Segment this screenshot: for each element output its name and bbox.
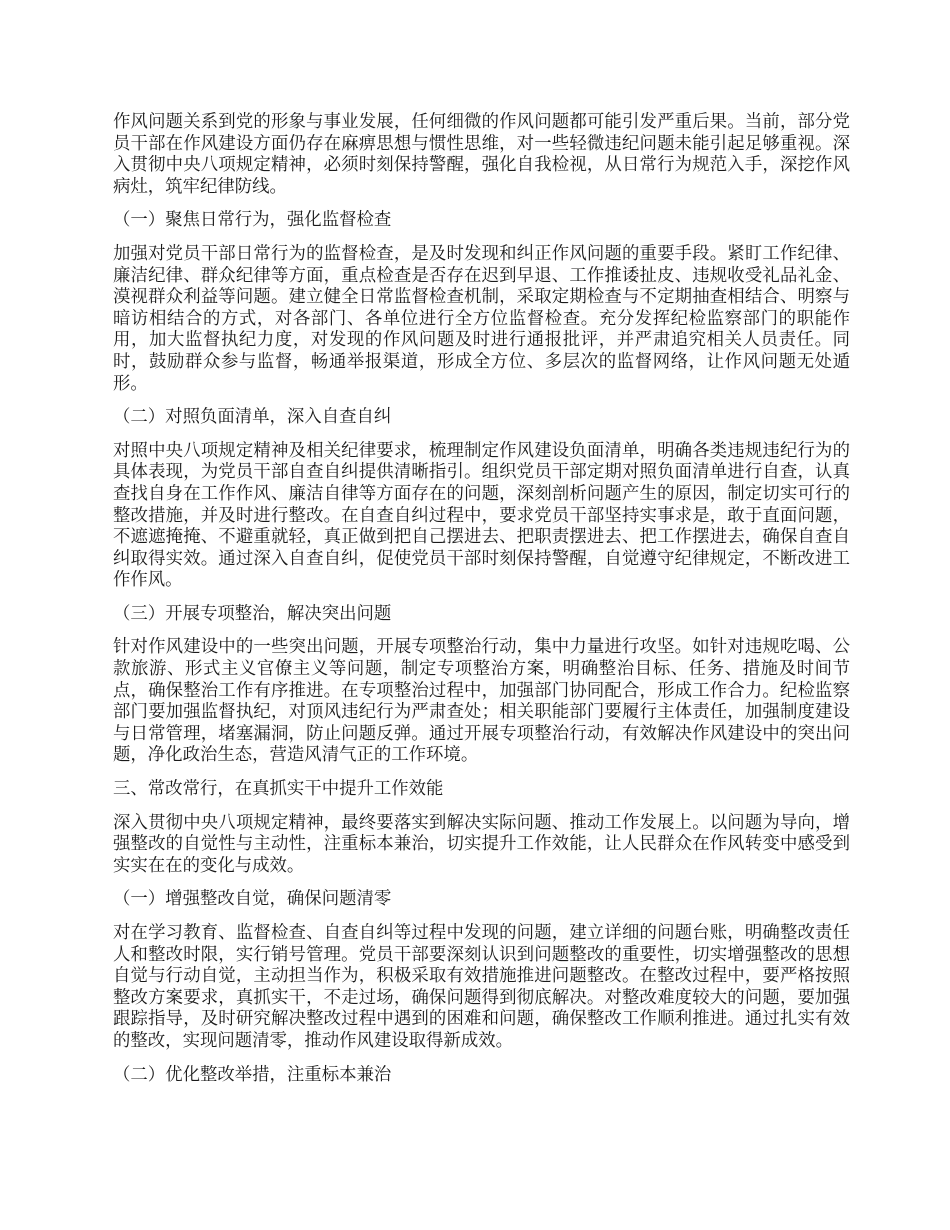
paragraph: 针对作风建设中的一些突出问题，开展专项整治行动，集中力量进行攻坚。如针对违规吃喝、公款旅游、形式主义官僚主义等问题，制定专项整治方案，明确整治目标、任务、措施及时间节点，确保整治工作有序推进。在专项整治过程中，加强部门协同配合，形成工作合力。纪检监察部门要加强监督执纪，对顶风违纪行为严肃查处；相关职能部门要履行主体责任，加强制度建设与日常管理，堵塞漏洞，防止问题反弹。通过开展专项整治行动，有效解决作风建设中的突出问题，净化政治生态，营造风清气正的工作环境。: [113, 637, 850, 766]
section-heading: （二）对照负面清单，深入自查自纠: [113, 407, 392, 428]
paragraph: 深入贯彻中央八项规定精神，最终要落实到解决实际问题、推动工作发展上。以问题为导向，增强整改的自觉性与主动性，注重标本兼治，切实提升工作效能，让人民群众在作风转变中感受到实实在在的变化与成效。: [113, 812, 850, 876]
paragraph: 对在学习教育、监督检查、自查自纠等过程中发现的问题，建立详细的问题台账，明确整改责任人和整改时限，实行销号管理。党员干部要深刻认识到问题整改的重要性，切实增强整改的思想自觉与行动自觉，主动担当作为，积极采取有效措施推进问题整改。在整改过程中，要严格按照整改方案要求，真抓实干，不走过场，确保问题得到彻底解决。对整改难度较大的问题，要加强跟踪指导，及时研究解决整改过程中遇到的困难和问题，确保整改工作顺利推进。通过扎实有效的整改，实现问题清零，推动作风建设取得新成效。: [113, 923, 850, 1051]
paragraph: 对照中央八项规定精神及相关纪律要求，梳理制定作风建设负面清单，明确各类违规违纪行为的具体表现，为党员干部自查自纠提供清晰指引。组织党员干部定期对照负面清单进行自查，认真查找自身在工作作风、廉洁自律等方面存在的问题，深刻剖析问题产生的原因，制定切实可行的整改措施，并及时进行整改。在自查自纠过程中，要求党员干部坚持实事求是，敢于直面问题，不遮遮掩掩、不避重就轻，真正做到把自己摆进去、把职责摆进去、把工作摆进去，确保自查自纠取得实效。通过深入自查自纠，促使党员干部时刻保持警醒，自觉遵守纪律规定，不断改进工作作风。: [113, 440, 850, 591]
section-heading: （一）增强整改自觉，确保问题清零: [113, 889, 392, 910]
paragraph-intro: 作风问题关系到党的形象与事业发展，任何细微的作风问题都可能引发严重后果。当前，部分党员干部在作风建设方面仍存在麻痹思想与惯性思维，对一些轻微违纪问题未能引起足够重视。深入贯彻中央八项规定精神，必须时刻保持警醒，强化自我检视，从日常行为规范入手，深挖作风病灶，筑牢纪律防线。: [113, 112, 850, 197]
section-heading: （一）聚焦日常行为，强化监督检查: [113, 210, 392, 231]
chapter-heading: 三、常改常行，在真抓实干中提升工作效能: [113, 779, 444, 800]
section-heading: （二）优化整改举措，注重标本兼治: [113, 1064, 392, 1085]
document-body: [113, 112, 850, 1098]
paragraph: 加强对党员干部日常行为的监督检查，是及时发现和纠正作风问题的重要手段。紧盯工作纪律、廉洁纪律、群众纪律等方面，重点检查是否存在迟到早退、工作推诿扯皮、违规收受礼品礼金、漠视群众利益等问题。建立健全日常监督检查机制，采取定期检查与不定期抽查相结合、明察与暗访相结合的方式，对各部门、各单位进行全方位监督检查。充分发挥纪检监察部门的职能作用，加大监督执纪力度，对发现的作风问题及时进行通报批评，并严肃追究相关人员责任。同时，鼓励群众参与监督，畅通举报渠道，形成全方位、多层次的监督网络，让作风问题无处遁形。: [113, 243, 850, 394]
section-heading: （三）开展专项整治，解决突出问题: [113, 603, 392, 624]
